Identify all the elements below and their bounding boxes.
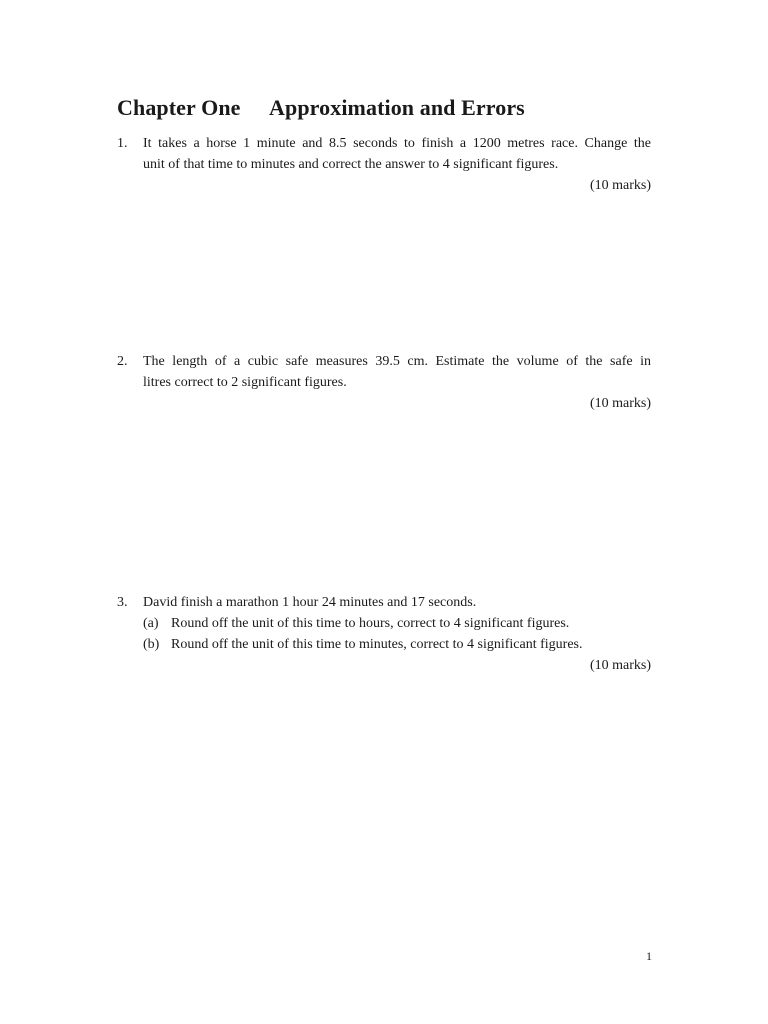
sub-question-b bbox=[143, 634, 651, 655]
sub-question-text: Round off the unit of this time to hours, correct to 4 significant figures. bbox=[171, 616, 570, 631]
chapter-title: Approximation and Errors bbox=[269, 95, 525, 120]
marks-label: (10 marks) bbox=[589, 396, 651, 411]
question-number: 1. bbox=[117, 136, 128, 151]
question-body bbox=[143, 351, 651, 414]
question-text-line: David finish a marathon 1 hour 24 minutes and 17 seconds. bbox=[143, 595, 477, 610]
question-text-line: The length of a cubic safe measures 39.5 cm. Estimate the volume of the safe in bbox=[143, 354, 651, 369]
chapter-heading bbox=[117, 95, 525, 121]
question-1 bbox=[117, 133, 651, 196]
marks-label: (10 marks) bbox=[589, 178, 651, 193]
question-text-line: unit of that time to minutes and correct the answer to 4 significant figures. bbox=[143, 157, 559, 172]
marks-label: (10 marks) bbox=[589, 658, 651, 673]
chapter-label: Chapter One bbox=[117, 95, 241, 120]
sub-question-a bbox=[143, 613, 651, 634]
question-3 bbox=[117, 592, 651, 676]
question-body bbox=[143, 133, 651, 196]
question-body bbox=[143, 592, 651, 676]
question-text-line: It takes a horse 1 minute and 8.5 seconds to finish a 1200 metres race. Change the bbox=[143, 136, 651, 151]
question-number: 2. bbox=[117, 354, 128, 369]
sub-question-label: (b) bbox=[143, 637, 160, 652]
question-number: 3. bbox=[117, 595, 128, 610]
sub-question-text: Round off the unit of this time to minutes, correct to 4 significant figures. bbox=[171, 637, 583, 652]
sub-question-label: (a) bbox=[143, 616, 159, 631]
question-2 bbox=[117, 351, 651, 414]
question-text-line: litres correct to 2 significant figures. bbox=[143, 375, 347, 390]
page-number: 1 bbox=[646, 949, 652, 963]
